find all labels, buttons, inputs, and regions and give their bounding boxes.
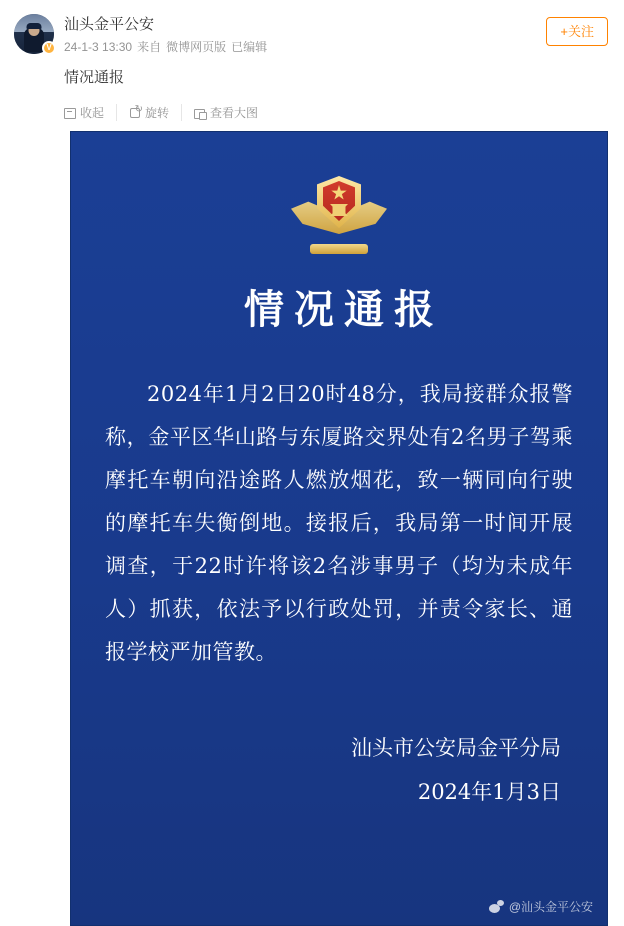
notice-image[interactable] xyxy=(70,131,608,926)
avatar-cap xyxy=(27,23,42,29)
notice-body-text: 2024年1月2日20时48分，我局接群众报警称，金平区华山路与东厦路交界处有2名男子驾乘摩托车朝向沿途路人燃放烟花，致一辆同向行驶的摩托车失衡倒地。接报后，我局第一时间开展调查，于22时许将该2名涉事男子（均为未成年人）抓获，依法予以行政处罚，并责令家长、通报学校严加管教。 xyxy=(105,382,573,664)
verified-badge-icon: V xyxy=(42,41,56,55)
weibo-logo-small-bubble xyxy=(497,900,504,906)
notice-title: 情况通报 xyxy=(244,286,444,333)
user-name[interactable]: 汕头金平公安 xyxy=(64,16,155,33)
notice-body xyxy=(105,373,573,674)
post-header-main xyxy=(64,14,546,56)
police-emblem-icon xyxy=(291,168,387,256)
emblem-base xyxy=(310,244,368,254)
zoom-icon xyxy=(194,107,206,119)
avatar[interactable] xyxy=(14,14,54,54)
view-large-label: 查看大图 xyxy=(210,106,259,120)
post-edited-flag: 已编辑 xyxy=(231,40,268,54)
follow-button[interactable]: +关注 xyxy=(546,17,608,46)
rotate-label: 旋转 xyxy=(145,106,170,120)
watermark-label: @汕头金平公安 xyxy=(508,900,593,914)
post-source-prefix: 来自 xyxy=(137,40,162,54)
rotate-button[interactable] xyxy=(116,104,181,121)
post-timestamp[interactable]: 24-1-3 13:30 xyxy=(64,40,133,54)
watermark xyxy=(489,898,593,915)
post-source-link[interactable]: 微博网页版 xyxy=(166,40,227,54)
collapse-button[interactable] xyxy=(64,104,116,121)
notice-content xyxy=(71,132,607,925)
post-meta xyxy=(64,39,546,56)
post-header xyxy=(0,0,624,56)
notice-signature-date: 2024年1月3日 xyxy=(417,780,561,804)
collapse-icon xyxy=(64,107,76,119)
notice-signature xyxy=(105,726,573,814)
rotate-icon xyxy=(129,107,141,119)
image-toolbar xyxy=(0,90,624,131)
collapse-label: 收起 xyxy=(80,106,105,120)
view-large-button[interactable] xyxy=(181,104,270,121)
emblem-pillar xyxy=(330,204,348,216)
notice-signature-org: 汕头市公安局金平分局 xyxy=(351,736,561,760)
weibo-logo-icon xyxy=(489,900,504,913)
post-text: 情况通报 xyxy=(64,69,125,86)
